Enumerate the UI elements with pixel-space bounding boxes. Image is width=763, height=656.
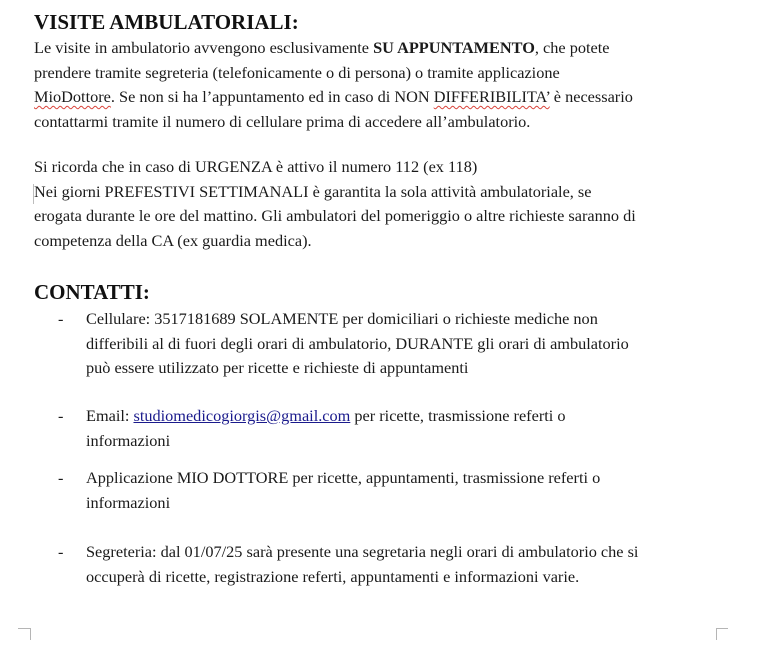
- differibilita-word: DIFFERIBILITA’: [433, 87, 550, 106]
- segreteria-line-1: Segreteria: dal 01/07/25 sarà presente una segretaria negli orari di ambulatorio che si: [86, 542, 639, 561]
- email-label: Email:: [86, 406, 134, 425]
- bullet-dash: -: [58, 542, 64, 561]
- miodottore-word: MioDottore: [34, 87, 111, 106]
- margin-corner-bottom-left-top: [18, 628, 30, 641]
- p1-line-3-tail: è necessario: [549, 87, 633, 106]
- p1-line-3: [34, 85, 734, 110]
- cellulare-line-1: Cellulare: 3517181689 SOLAMENTE per domiciliari o richieste mediche non: [86, 309, 598, 328]
- app-line-2: informazioni: [86, 492, 171, 512]
- bullet-dash: -: [58, 406, 64, 425]
- cellulare-line-2: differibili al di fuori degli orari di ambulatorio, DURANTE gli orari di ambulatorio: [86, 333, 629, 353]
- p2-line-4: competenza della CA (ex guardia medica).: [34, 230, 312, 250]
- p2-line-2: Nei giorni PREFESTIVI SETTIMANALI è garantita la sola attività ambulatoriale, se: [34, 181, 592, 201]
- p1-line-4: contattarmi tramite il numero di cellulare prima di accedere all’ambulatorio.: [34, 111, 531, 131]
- email-line-1: [86, 404, 736, 429]
- visite-heading: VISITE AMBULATORIALI:: [34, 10, 299, 34]
- segreteria-line-2: occuperà di ricette, registrazione referti, appuntamenti e informazioni varie.: [86, 566, 580, 586]
- bullet-dash: -: [58, 468, 64, 487]
- app-line-1: Applicazione MIO DOTTORE per ricette, appuntamenti, trasmissione referti o: [86, 468, 601, 487]
- p1-line-1-text: Le visite in ambulatorio avvengono esclusivamente: [34, 38, 374, 57]
- cellulare-line-3: può essere utilizzato per ricette e richieste di appuntamenti: [86, 358, 469, 377]
- contatti-heading: CONTATTI:: [34, 280, 150, 304]
- email-line-2: informazioni: [86, 430, 171, 450]
- visite-paragraph-1: [34, 36, 734, 134]
- su-appuntamento-bold: SU APPUNTAMENTO: [373, 38, 535, 57]
- margin-corner-bottom-right-top: [716, 628, 728, 641]
- email-line-1-tail: per ricette, trasmissione referti o: [350, 406, 566, 425]
- visite-paragraph-2: [34, 155, 734, 253]
- p2-line-1: Si ricorda che in caso di URGENZA è attivo il numero 112 (ex 118): [34, 157, 478, 176]
- p1-line-1: [34, 36, 734, 61]
- bullet-dash: -: [58, 309, 64, 328]
- p1-line-1-tail: , che potete: [534, 38, 610, 57]
- email-link[interactable]: studiomedicogiorgis@gmail.com: [133, 406, 351, 425]
- p2-line-3: erogata durante le ore del mattino. Gli ambulatori del pomeriggio o altre richieste saranno di: [34, 206, 636, 225]
- p1-line-2: prendere tramite segreteria (telefonicamente o di persona) o tramite applicazione: [34, 62, 560, 82]
- p1-line-3-text: . Se non si ha l’appuntamento ed in caso di NON: [110, 87, 434, 106]
